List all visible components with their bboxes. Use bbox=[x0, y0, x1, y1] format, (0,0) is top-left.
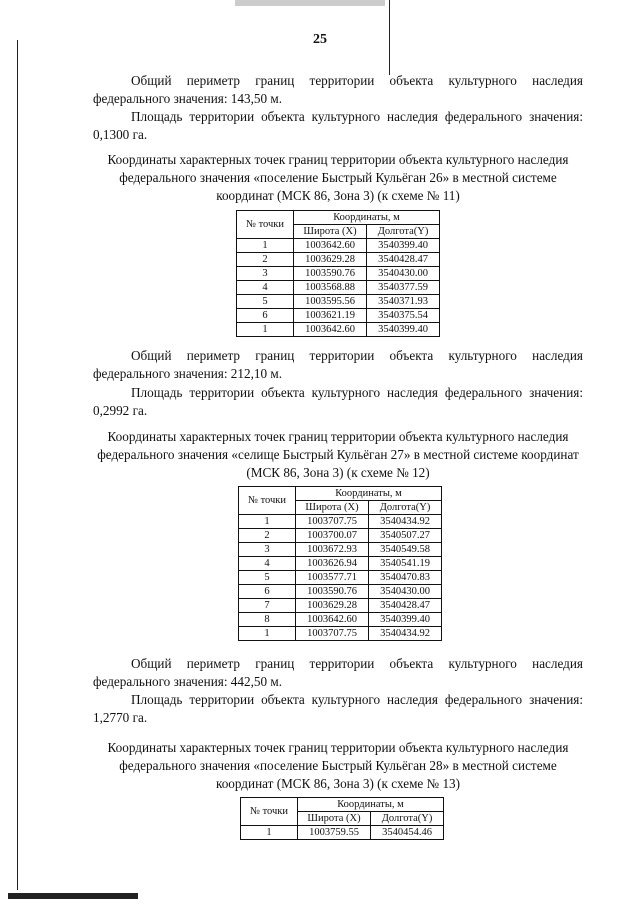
x-cell: 1003642.60 bbox=[296, 613, 369, 627]
point-cell: 6 bbox=[239, 585, 296, 599]
x-cell: 1003642.60 bbox=[294, 239, 367, 253]
point-cell: 5 bbox=[239, 571, 296, 585]
table-row bbox=[239, 529, 442, 543]
table-row bbox=[237, 281, 440, 295]
y-cell: 3540430.00 bbox=[367, 267, 440, 281]
point-cell: 3 bbox=[239, 543, 296, 557]
table-row bbox=[239, 613, 442, 627]
table-row bbox=[239, 543, 442, 557]
col-coords-header: Координаты, м bbox=[298, 798, 444, 812]
col-coords-header: Координаты, м bbox=[294, 211, 440, 225]
table-row bbox=[237, 253, 440, 267]
col-point-header: № точки bbox=[239, 487, 296, 515]
y-cell: 3540454.46 bbox=[371, 826, 444, 840]
col-x-header: Широта (Х) bbox=[294, 225, 367, 239]
table-row bbox=[239, 585, 442, 599]
coords-heading: Координаты характерных точек границ территории объекта культурного наследия федерального значения «поселение Быстрый Кульёган 26» в местной системе координат (МСК 86, Зона 3) (к схеме № 11) bbox=[107, 152, 569, 203]
scan-smudge bbox=[235, 0, 385, 6]
col-y-header: Долгота(Y) bbox=[371, 812, 444, 826]
point-cell: 4 bbox=[237, 281, 294, 295]
point-cell: 2 bbox=[239, 529, 296, 543]
x-cell: 1003595.56 bbox=[294, 295, 367, 309]
point-cell: 2 bbox=[237, 253, 294, 267]
y-cell: 3540430.00 bbox=[369, 585, 442, 599]
table-row bbox=[239, 627, 442, 641]
x-cell: 1003672.93 bbox=[296, 543, 369, 557]
point-cell: 3 bbox=[237, 267, 294, 281]
point-cell: 5 bbox=[237, 295, 294, 309]
y-cell: 3540549.58 bbox=[369, 543, 442, 557]
coords-table bbox=[236, 210, 440, 337]
perimeter-text: Общий периметр границ территории объекта культурного наследия федерального значения: 442,50 м. bbox=[93, 656, 583, 689]
x-cell: 1003759.55 bbox=[298, 826, 371, 840]
scan-line-left bbox=[17, 40, 18, 890]
table-row bbox=[237, 239, 440, 253]
table-row bbox=[239, 515, 442, 529]
point-cell: 1 bbox=[237, 323, 294, 337]
point-cell: 1 bbox=[241, 826, 298, 840]
table-row bbox=[237, 267, 440, 281]
area-text: Площадь территории объекта культурного наследия федерального значения: 1,2770 га. bbox=[93, 692, 583, 725]
coords-table bbox=[238, 486, 442, 641]
point-cell: 6 bbox=[237, 309, 294, 323]
point-cell: 8 bbox=[239, 613, 296, 627]
table-row bbox=[239, 557, 442, 571]
col-x-header: Широта (Х) bbox=[298, 812, 371, 826]
y-cell: 3540399.40 bbox=[367, 323, 440, 337]
point-cell: 1 bbox=[239, 627, 296, 641]
perimeter-text: Общий периметр границ территории объекта культурного наследия федерального значения: 143,50 м. bbox=[93, 73, 583, 106]
point-cell: 4 bbox=[239, 557, 296, 571]
y-cell: 3540428.47 bbox=[369, 599, 442, 613]
y-cell: 3540399.40 bbox=[369, 613, 442, 627]
x-cell: 1003629.28 bbox=[296, 599, 369, 613]
table-row bbox=[239, 571, 442, 585]
scan-line-bottom bbox=[8, 893, 138, 899]
y-cell: 3540377.59 bbox=[367, 281, 440, 295]
table-row bbox=[241, 826, 444, 840]
point-cell: 7 bbox=[239, 599, 296, 613]
col-y-header: Долгота(Y) bbox=[367, 225, 440, 239]
x-cell: 1003707.75 bbox=[296, 627, 369, 641]
table-row bbox=[237, 323, 440, 337]
table-row bbox=[237, 309, 440, 323]
col-point-header: № точки bbox=[237, 211, 294, 239]
y-cell: 3540434.92 bbox=[369, 515, 442, 529]
y-cell: 3540371.93 bbox=[367, 295, 440, 309]
table-row bbox=[237, 295, 440, 309]
x-cell: 1003590.76 bbox=[296, 585, 369, 599]
area-text: Площадь территории объекта культурного наследия федерального значения: 0,1300 га. bbox=[93, 109, 583, 142]
area-text: Площадь территории объекта культурного наследия федерального значения: 0,2992 га. bbox=[93, 385, 583, 418]
col-y-header: Долгота(Y) bbox=[369, 501, 442, 515]
y-cell: 3540375.54 bbox=[367, 309, 440, 323]
x-cell: 1003621.19 bbox=[294, 309, 367, 323]
table-row bbox=[239, 599, 442, 613]
coords-heading: Координаты характерных точек границ территории объекта культурного наследия федерального значения «поселение Быстрый Кульёган 28» в местной системе координат (МСК 86, Зона 3) (к схеме № 13) bbox=[107, 740, 569, 791]
coords-table bbox=[240, 797, 444, 840]
y-cell: 3540399.40 bbox=[367, 239, 440, 253]
x-cell: 1003577.71 bbox=[296, 571, 369, 585]
perimeter-text: Общий периметр границ территории объекта культурного наследия федерального значения: 212,10 м. bbox=[93, 348, 583, 381]
x-cell: 1003626.94 bbox=[296, 557, 369, 571]
point-cell: 1 bbox=[237, 239, 294, 253]
y-cell: 3540541.19 bbox=[369, 557, 442, 571]
page-number: 25 bbox=[313, 32, 327, 47]
y-cell: 3540470.83 bbox=[369, 571, 442, 585]
col-coords-header: Координаты, м bbox=[296, 487, 442, 501]
y-cell: 3540434.92 bbox=[369, 627, 442, 641]
x-cell: 1003629.28 bbox=[294, 253, 367, 267]
x-cell: 1003590.76 bbox=[294, 267, 367, 281]
col-point-header: № точки bbox=[241, 798, 298, 826]
point-cell: 1 bbox=[239, 515, 296, 529]
x-cell: 1003568.88 bbox=[294, 281, 367, 295]
y-cell: 3540507.27 bbox=[369, 529, 442, 543]
x-cell: 1003642.60 bbox=[294, 323, 367, 337]
x-cell: 1003707.75 bbox=[296, 515, 369, 529]
coords-heading: Координаты характерных точек границ территории объекта культурного наследия федерального значения «селище Быстрый Кульёган 27» в местной системе координат (МСК 86, Зона 3) (к схеме № 12) bbox=[97, 429, 579, 480]
x-cell: 1003700.07 bbox=[296, 529, 369, 543]
col-x-header: Широта (Х) bbox=[296, 501, 369, 515]
y-cell: 3540428.47 bbox=[367, 253, 440, 267]
